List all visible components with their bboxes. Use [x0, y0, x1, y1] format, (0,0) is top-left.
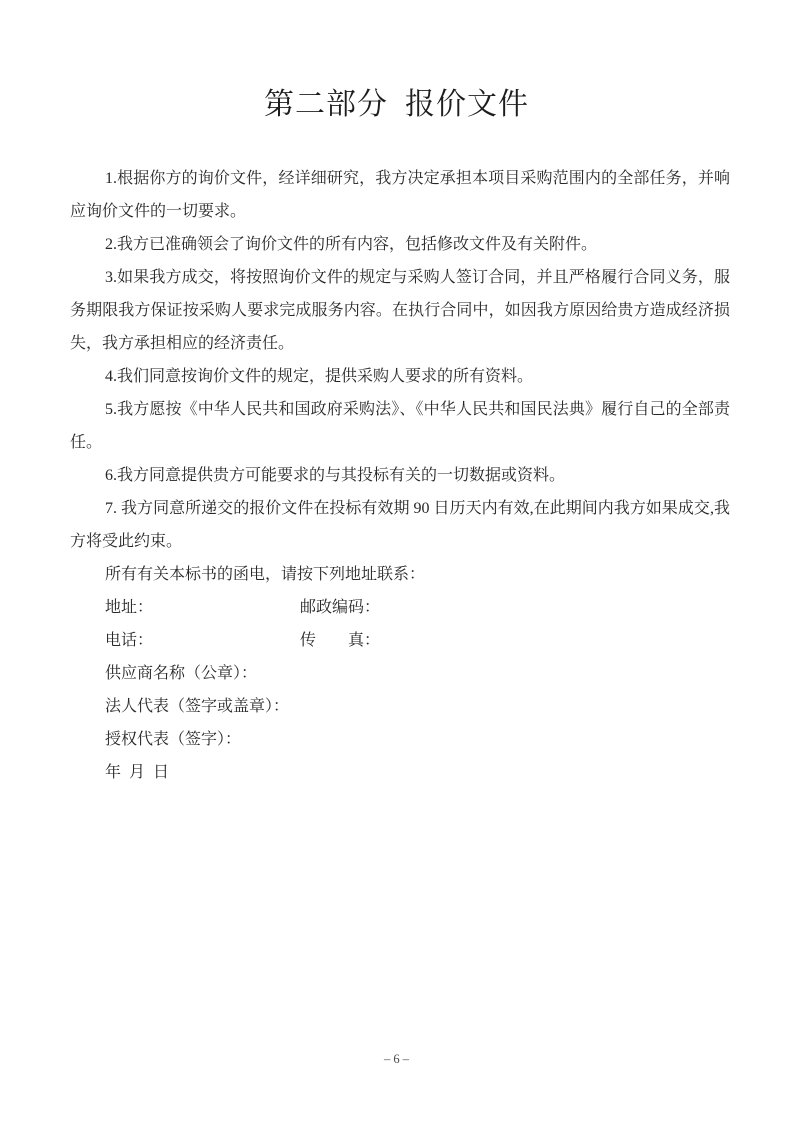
page-title: 第二部分 报价文件: [264, 88, 529, 121]
contact-intro-line: 所有有关本标书的函电，请按下列地址联系：: [105, 566, 426, 583]
address-postcode-row: [70, 591, 730, 624]
paragraph-6: 6.我方同意提供贵方可能要求的与其投标有关的一切数据或资料。: [105, 467, 566, 484]
paragraph-1: 1.根据你方的询价文件，经详细研究，我方决定承担本项目采购范围内的全部任务，并响应询价文件的一切要求。: [70, 170, 730, 220]
paragraph-4: 4.我们同意按询价文件的规定，提供采购人要求的所有资料。: [105, 368, 534, 385]
postcode-label: 邮政编码：: [300, 599, 381, 616]
document-body: [70, 162, 730, 789]
page-number: – 6 –: [384, 1052, 409, 1066]
date-line: 年 月 日: [105, 764, 170, 781]
legal-representative-line: 法人代表（签字或盖章）：: [105, 698, 290, 715]
phone-label: 电话：: [105, 632, 154, 649]
phone-fax-row: [70, 624, 730, 657]
paragraph-5: 5.我方愿按《中华人民共和国政府采购法》、《中华人民共和国民法典》履行自己的全部责任。: [70, 401, 730, 451]
supplier-name-line: 供应商名称（公章）：: [105, 665, 258, 682]
paragraph-2: 2.我方已准确领会了询价文件的所有内容，包括修改文件及有关附件。: [105, 236, 598, 253]
authorized-representative-line: 授权代表（签字）：: [105, 731, 242, 748]
address-label: 地址：: [105, 599, 154, 616]
paragraph-7: 7. 我方同意所递交的报价文件在投标有效期 90 日历天内有效,在此期间内我方如果成交,我方将受此约束。: [70, 500, 730, 550]
fax-label: 传 真：: [300, 632, 381, 649]
paragraph-3: 3.如果我方成交，将按照询价文件的规定与采购人签订合同，并且严格履行合同义务，服务期限我方保证按采购人要求完成服务内容。在执行合同中，如因我方原因给贵方造成经济损失，我方承担相应的经济责任。: [70, 269, 730, 352]
